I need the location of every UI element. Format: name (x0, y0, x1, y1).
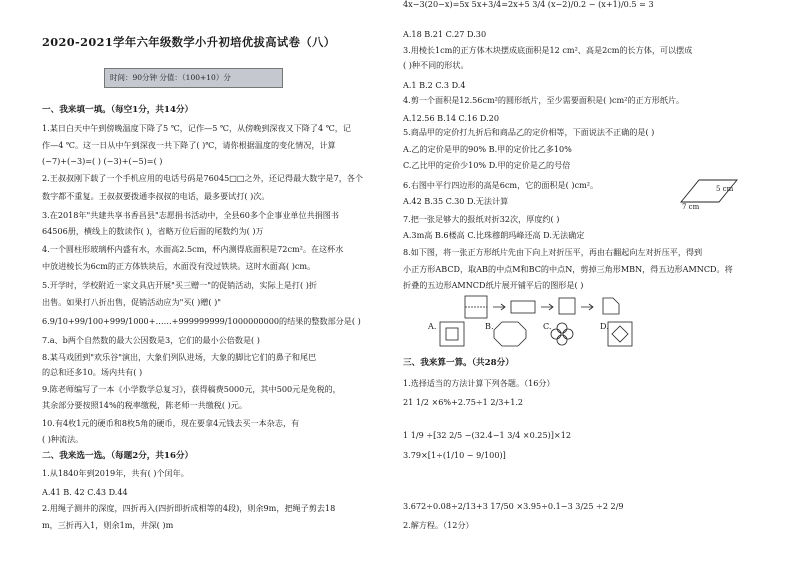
line-r8a: 8.如下图，将一张正方形纸片先由下向上对折压平，再由右翻起向左对折压平，得到 (403, 247, 703, 257)
line-r5c: C.乙比甲的定价少10% D.甲的定价是乙的号倍 (403, 160, 571, 170)
exam-meta: 时间：90分钟 分值：（100+10）分 (110, 73, 231, 82)
line-q10b: ( )种流法。 (42, 434, 84, 444)
line-r6b: A.42 B.35 C.30 D.无法计算 (403, 196, 509, 206)
line-r5a: 5.商品甲的定价打九折后和商品乙的定价相等，下面说法不正确的是( ) (403, 127, 655, 137)
line-r0: A.18 B.21 C.27 D.30 (403, 29, 487, 39)
line-c1b: A.41 B. 42 C.43 D.44 (42, 487, 128, 497)
page-title: 2020-2021学年六年级数学小升初培优拔高试卷（八） (42, 35, 336, 49)
line-r5b: A.乙的定价是甲的90% B.甲的定价比乙多10% (403, 144, 572, 154)
line-r4b: A.12.56 B.14 C.16 D.20 (403, 113, 499, 123)
line-q8a: 8.某马戏团到"欢乐谷"演出，大象们列队进场，大象的脚比它们的鼻子和尾巴 (42, 352, 317, 362)
line-r3a: 3.用棱长1cm的正方体木块摆成底面积是12 cm²、高是2cm的长方体，可以摆成 (403, 45, 693, 55)
line-q1c: (−7)+(−3)=( ) (−3)+(−5)=( ) (42, 156, 163, 166)
line-c1a: 1.从1840年到2019年，共有( )个闰年。 (42, 468, 189, 478)
line-k1a: 21 1/2 ×6%+2.75÷1 2/3+1.2 (403, 397, 524, 407)
parallelogram-figure (669, 178, 749, 214)
line-q1b: 作—4 ℃。这一日从中午到深夜一共下降了( )℃，请你根据温度的变化情况，计算 (42, 140, 336, 150)
line-q3a: 3.在2018年"共建共享书香昌县"志愿捐书活动中，全县60多个企事业单位共捐图书 (42, 210, 339, 220)
line-k1d: 3.672÷0.08÷2/13+3 17/50 ×3.95÷0.1−3 3/25 ÷2 2/9 (403, 501, 624, 511)
line-c2a: 2.用绳子测井的深度，四折再入(四折即折成相等的4段)，则余9m，把绳子剪去18 (42, 503, 336, 513)
line-c2b: m，三折再入1，则余1m，井深( )m (42, 520, 174, 530)
line-q5b: 出售。如果打八折出售，促销活动应为"买( )赠( )" (42, 297, 222, 307)
line-q3b: 64506册，横线上的数读作( )，省略万位后面的尾数约为( )万 (42, 226, 264, 236)
line-r3b: ( )种不同的形状。 (403, 60, 469, 70)
side-label: 5 cm (716, 185, 734, 193)
line-q2a: 2.王叔叔刚下载了一个手机应用的电话号码是76045□□之外，还记得最大数字是7，各个 (42, 173, 364, 183)
line-q5a: 5.开学时，学校附近一家文具店开展"买三赠一"的促销活动，实际上是打( )折 (42, 280, 317, 290)
line-q4b: 中放进棱长为6cm的正方体铁块后，水面没有没过铁块。这时水面高( )cm。 (42, 261, 316, 271)
line-r6a: 6.右图中平行四边形的高是6cm，它的面积是( )cm²。 (403, 180, 599, 190)
option-d-label: D. (600, 321, 609, 331)
line-s2: 二、我来选一选。（每题2分，共16分） (42, 451, 194, 461)
option-a-label: A. (428, 321, 437, 331)
line-q8b: 的总和还多10。场内共有( ) (42, 367, 143, 377)
fold-steps-figure (463, 294, 643, 322)
line-k2a: 4x−3(20−x)=5x 5x+3/4=2x+5 3/4 (x−2)/0.2 − (x+1)/0.5 = 3 (403, 0, 654, 9)
line-r8c: 折叠的五边形AMNCD纸片展开铺平后的图形是( ) (403, 280, 584, 290)
line-s3: 三、我来算一算。（共28分） (403, 358, 514, 368)
line-k1b: 1 1/9 ÷[32 2/5 −(32.4−1 3/4 ×0.25)]×12 (403, 430, 571, 440)
line-k1c: 3.79×[1÷(1/10 − 9/100)] (403, 450, 506, 460)
line-q10a: 10.有4枚1元的硬币和8枚5角的硬币，现在要拿4元钱去买一本杂志，有 (42, 418, 300, 428)
line-r7b: A.3m高 B.6楼高 C.比珠穆朗玛峰还高 D.无法确定 (403, 230, 585, 240)
line-q6: 6.9/10+99/100+999/1000+……+999999999/1000000000的结果的整数部分是( ) (42, 316, 361, 326)
line-q9a: 9.陈老师编写了一本《小学数学总复习》，获得稿费5000元，其中500元是免税的， (42, 384, 341, 394)
line-k2: 2.解方程。（12分） (403, 520, 474, 530)
line-q2b: 数字都不重复。王叔叔要拨通李叔叔的电话，最多要试打( )次。 (42, 191, 270, 201)
option-b-label: B. (485, 321, 494, 331)
line-r7a: 7.把一张足够大的报纸对折32次，厚度约( ) (403, 214, 560, 224)
line-r4a: 4.剪一个面积是12.56cm²的圆形纸片，至少需要面积是( )cm²的正方形纸片。 (403, 95, 685, 105)
base-label: 7 cm (682, 203, 700, 211)
line-r8b: 小正方形ABCD，取AB的中点M和BC的中点N，剪掉三角形MBN，得五边形AMNCD。将 (403, 264, 733, 274)
line-k1: 1.选择适当的方法计算下列各题。（16分） (403, 378, 555, 388)
line-q7: 7.a、b两个自然数的最大公因数是3，它们的最小公倍数是( ) (42, 335, 260, 345)
line-q9b: 其余部分要按照14%的税率缴税，陈老师一共缴税( )元。 (42, 400, 247, 410)
option-c-label: C. (543, 321, 552, 331)
line-q4a: 4.一个圆柱形玻璃杯内盛有水，水面高2.5cm，杯内测得底面积是72cm²。在这杯水 (42, 244, 344, 254)
line-s1: 一、我来填一填。（每空1分，共14分） (42, 105, 194, 115)
line-q1a: 1.某日白天中午到傍晚温度下降了5 ℃，记作—5 ℃，从傍晚到深夜又下降了4 ℃，记 (42, 123, 351, 133)
meta-box (104, 68, 283, 88)
line-r3c: A.1 B.2 C.3 D.4 (403, 80, 466, 90)
fold-options-figure (432, 320, 672, 350)
